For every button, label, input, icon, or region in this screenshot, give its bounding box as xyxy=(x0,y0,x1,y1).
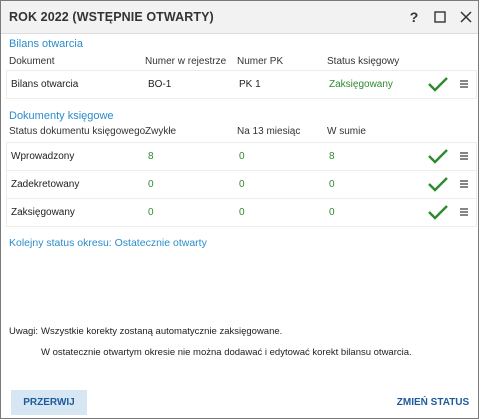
opening-balance-section-title: Bilans otwarcia xyxy=(9,38,83,50)
documents-section-title: Dokumenty księgowe xyxy=(9,110,114,122)
regular-count: 8 xyxy=(148,151,154,162)
next-period-status: Kolejny status okresu: Ostatecznie otwarty xyxy=(9,237,207,249)
month13-count: 0 xyxy=(239,179,245,190)
header-month-13: Na 13 miesiąc xyxy=(237,126,301,137)
accounting-status: Zaksięgowany xyxy=(329,79,393,90)
total-count: 0 xyxy=(329,207,335,218)
total-count: 8 xyxy=(329,151,335,162)
checkmark-icon xyxy=(427,76,449,92)
regular-count: 0 xyxy=(148,207,154,218)
month13-count: 0 xyxy=(239,207,245,218)
pk-number: PK 1 xyxy=(239,79,261,90)
checkmark-icon xyxy=(427,176,449,192)
maximize-button[interactable] xyxy=(430,7,450,27)
checkmark-icon xyxy=(427,148,449,164)
menu-icon[interactable] xyxy=(459,177,469,191)
document-name: Bilans otwarcia xyxy=(11,79,79,90)
document-status: Zadekretowany xyxy=(11,179,80,190)
cancel-button[interactable]: PRZERWIJ xyxy=(11,390,87,415)
document-status: Zaksięgowany xyxy=(11,207,75,218)
notes-line-2: W ostatecznie otwartym okresie nie można dodawać i edytować korekt bilansu otwarcia. xyxy=(41,347,412,358)
document-status-row xyxy=(6,170,477,199)
menu-icon[interactable] xyxy=(459,149,469,163)
menu-icon[interactable] xyxy=(459,205,469,219)
menu-icon[interactable] xyxy=(459,77,469,91)
close-icon xyxy=(456,7,476,27)
header-total: W sumie xyxy=(327,126,366,137)
dialog-title: ROK 2022 (WSTĘPNIE OTWARTY) xyxy=(9,10,214,24)
change-status-button[interactable]: ZMIEŃ STATUS xyxy=(396,397,470,408)
header-document-status: Status dokumentu księgowego xyxy=(9,126,146,137)
notes-line-1: Wszystkie korekty zostaną automatycznie zaksięgowane. xyxy=(41,326,283,337)
total-count: 0 xyxy=(329,179,335,190)
document-status: Wprowadzony xyxy=(11,151,75,162)
regular-count: 0 xyxy=(148,179,154,190)
header-regular: Zwykłe xyxy=(145,126,177,137)
header-register-number: Numer w rejestrze xyxy=(145,56,227,67)
checkmark-icon xyxy=(427,204,449,220)
title-bar xyxy=(1,1,478,34)
notes-label: Uwagi: xyxy=(9,326,39,337)
document-status-row xyxy=(6,142,477,171)
register-number: BO-1 xyxy=(148,79,172,90)
help-button[interactable]: ? xyxy=(409,9,419,25)
maximize-icon xyxy=(430,7,450,27)
document-status-row xyxy=(6,198,477,227)
header-accounting-status: Status księgowy xyxy=(327,56,400,67)
close-button[interactable] xyxy=(456,7,476,27)
opening-balance-row xyxy=(6,70,477,99)
header-pk-number: Numer PK xyxy=(237,56,284,67)
header-document: Dokument xyxy=(9,56,55,67)
month13-count: 0 xyxy=(239,151,245,162)
